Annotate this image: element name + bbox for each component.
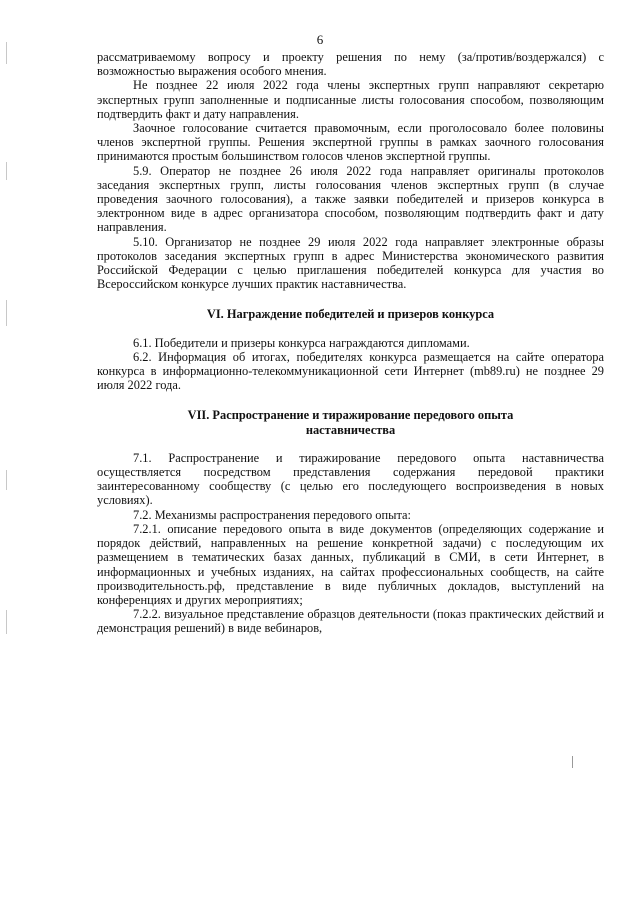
paragraph: Заочное голосование считается правомочным, если проголосовало более половины членов экспертной группы. Решения экспертной группы в рамках заочного голосования принимаются простым большинством голосов членов экспертной группы. xyxy=(97,121,604,164)
page-number: 6 xyxy=(316,32,324,47)
section-7-heading-line2: наставничества xyxy=(305,422,396,437)
section-5-continuation xyxy=(97,50,604,291)
document-body xyxy=(97,50,604,636)
section-7-body xyxy=(97,451,604,636)
paragraph: 7.2.1. описание передового опыта в виде документов (определяющих содержание и порядок действий, направленных на решение конкретной задачи) с последующим их размещением в тематических базах данных, публикаций в СМИ, в сети Интернет, в информационных и учебных изданиях, на сайтах профессиональных сообществ, на сайте производительность.рф, представление в виде публичных докладов, выступлений на конференциях и других мероприятиях; xyxy=(97,521,604,607)
paragraph: 7.2. Механизмы распространения передового опыта: xyxy=(133,507,411,522)
paragraph: 5.9. Оператор не позднее 26 июля 2022 года направляет оригиналы протоколов заседания экспертных групп, листы голосования членов экспертных групп (в случае проведения заочного голосования), а также заявки победителей и призеров конкурса в электронном виде в адрес организатора способом, позволяющим подтвердить факт и дату направления. xyxy=(97,163,604,235)
paragraph: рассматриваемому вопросу и проекту решения по нему (за/против/воздержался) с возможностью выражения особого мнения. xyxy=(97,50,604,79)
section-7-heading-line1: VII. Распространение и тиражирование передового опыта xyxy=(187,408,514,423)
scan-margin-mark xyxy=(6,610,7,634)
section-7-heading xyxy=(97,408,604,436)
paragraph: 5.10. Организатор не позднее 29 июля 2022 года направляет электронные образы протоколов заседания экспертных групп в адрес Министерства экономического развития Российской Федерации с целью приглашения победителей конкурса для участия во Всероссийском конкурсе лучших практик наставничества. xyxy=(97,234,604,292)
scan-artifact-mark xyxy=(572,756,573,768)
scan-margin-mark xyxy=(6,162,7,180)
section-6-heading: VI. Награждение победителей и призеров конкурса xyxy=(206,307,495,322)
paragraph: 7.1. Распространение и тиражирование передового опыта наставничества осуществляется посредством представления содержания передовой практики заинтересованному сообществу (с целью его последующего воспроизведения в новых условиях). xyxy=(97,450,604,508)
paragraph: 7.2.2. визуальное представление образцов деятельности (показ практических действий и демонстрация решений) в виде вебинаров, xyxy=(97,607,604,636)
scan-margin-mark xyxy=(6,300,7,326)
paragraph: 6.2. Информация об итогах, победителях конкурса размещается на сайте оператора конкурса в информационно-телекоммуникационной сети Интернет (mb89.ru) не позднее 29 июля 2022 года. xyxy=(97,349,604,393)
section-6-body xyxy=(97,336,604,393)
paragraph: Не позднее 22 июля 2022 года члены экспертных групп направляют секретарю экспертных групп заполненные и подписанные листы голосования способом, позволяющим подтвердить факт и дату направления. xyxy=(97,78,604,121)
scan-margin-mark xyxy=(6,470,7,490)
paragraph: 6.1. Победители и призеры конкурса награждаются дипломами. xyxy=(133,335,470,350)
